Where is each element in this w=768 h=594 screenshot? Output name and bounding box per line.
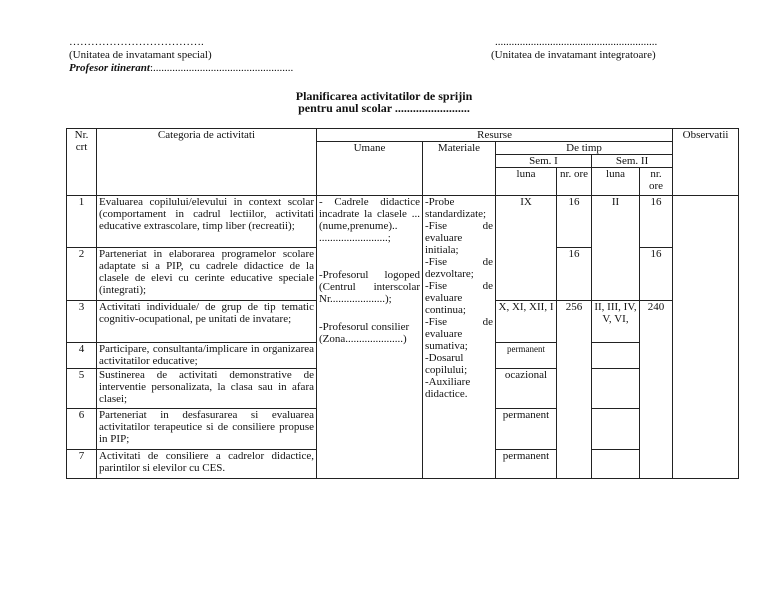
sem2-hours-total: 240 — [640, 301, 673, 479]
header-nr-ore-sem1: nr. ore — [557, 168, 592, 196]
sem1-month-row-4: permanent — [496, 343, 557, 369]
title-line-2: pentru anul scolar ......................... — [298, 101, 470, 115]
teacher-label: Profesor itinerant — [69, 62, 150, 74]
header-categoria: Categoria de activitati — [97, 129, 317, 196]
sem1-month-row-7: permanent — [496, 450, 557, 479]
material-item: -Dosarul copilului; — [425, 352, 468, 376]
row-number: 7 — [67, 450, 97, 479]
header-umane: Umane — [317, 142, 423, 196]
row-number: 2 — [67, 248, 97, 301]
sem1-hours-row-1: 16 — [557, 196, 592, 248]
document-title — [0, 90, 768, 114]
sem1-hours-row-2: 16 — [557, 248, 592, 301]
sem2-month-row-7 — [592, 450, 640, 479]
material-item: -Fise de evaluare initiala; — [425, 220, 493, 256]
table-row — [67, 196, 739, 248]
school-header-left — [69, 36, 293, 75]
header-de-timp: De timp — [496, 142, 673, 155]
title-line-1: Planificarea activitatilor de sprijin — [295, 89, 473, 103]
human-resources-cell — [317, 196, 423, 479]
material-item: -Fise de dezvoltare; — [425, 256, 493, 280]
human-resources-counselor: -Profesorul consilier — [319, 321, 410, 333]
human-resources-teachers: - Cadrele didactice incadrate la clasele ...(nume,prenume).. .........................; — [319, 196, 420, 244]
header-nr-ore-sem2: nr. ore — [640, 168, 673, 196]
sem1-hours-total: 256 — [557, 301, 592, 479]
human-resources-zone: (Zona.....................) — [319, 333, 407, 345]
material-item: -Fise de evaluare sumativa; — [425, 316, 493, 352]
row-number: 4 — [67, 343, 97, 369]
header-luna-sem2: luna — [592, 168, 640, 196]
sem1-month-row-3: X, XI, XII, I — [496, 301, 557, 343]
row-number: 5 — [67, 369, 97, 409]
activity-cell: Activitati individuale/ de grup de tip tematic cognitiv-ocupational, pe unitati de invatare; — [97, 301, 317, 343]
header-luna-sem1: luna — [496, 168, 557, 196]
sem2-month-row-3: II, III, IV, V, VI, — [592, 301, 640, 343]
sem1-month-rows-1-2: IX — [496, 196, 557, 301]
sem2-month-row-4 — [592, 343, 640, 369]
teacher-line — [69, 62, 293, 75]
integrating-unit-label: (Unitatea de invatamant integratoare) — [491, 49, 656, 61]
sem1-month-row-5: ocazional — [496, 369, 557, 409]
activity-cell: Evaluarea copilului/elevului in context scolar (comportament in cadrul lectiilor, activitati educative extrascolare, timp liber (recreatii); — [97, 196, 317, 248]
activity-cell: Participare, consultanta/implicare in organizarea activitatilor educative; — [97, 343, 317, 369]
row-number: 1 — [67, 196, 97, 248]
activity-cell: Activitati de consiliere a cadrelor didactice, parintilor si elevilor cu CES. — [97, 450, 317, 479]
sem1-month-row-6: permanent — [496, 409, 557, 450]
row-number: 3 — [67, 301, 97, 343]
header-resurse: Resurse — [317, 129, 673, 142]
material-item: -Auxiliare didactice. — [425, 376, 471, 400]
integrating-unit-dots: ........................................................... — [495, 36, 658, 48]
material-item: -Fise de evaluare continua; — [425, 280, 493, 316]
teacher-value: :................................................... — [149, 62, 294, 74]
sem2-hours-row-1: 16 — [640, 196, 673, 248]
sem2-hours-row-2: 16 — [640, 248, 673, 301]
school-header-right — [491, 36, 657, 62]
special-unit-label: (Unitatea de invatamant special) — [69, 49, 212, 61]
activity-cell: Parteneriat in elaborarea programelor scolare adaptate si a PIP, cu cadrele didactice de la clasele de elevi cu cerinte educative speciale (integrati); — [97, 248, 317, 301]
observations-cell — [673, 196, 739, 479]
header-nr-crt: Nr. crt — [67, 129, 97, 196]
human-resources-speech-therapist: -Profesorul logoped (Centrul interscolar Nr....................); — [319, 269, 420, 305]
header-sem-1: Sem. I — [496, 155, 592, 168]
material-resources-cell — [423, 196, 496, 479]
sem2-month-rows-1-2: II — [592, 196, 640, 301]
row-number: 6 — [67, 409, 97, 450]
header-observatii: Observatii — [673, 129, 739, 196]
material-item: -Probe standardizate; — [425, 196, 487, 220]
header-sem-2: Sem. II — [592, 155, 673, 168]
special-unit-dots: ………………………………. — [69, 36, 204, 48]
sem2-month-row-5 — [592, 369, 640, 409]
sem2-month-row-6 — [592, 409, 640, 450]
support-activities-table — [66, 128, 739, 479]
activity-cell: Parteneriat in desfasurarea si evaluarea activitatilor terapeutice si de consiliere propuse in PIP; — [97, 409, 317, 450]
header-materiale: Materiale — [423, 142, 496, 196]
activity-cell: Sustinerea de activitati demonstrative de interventie personalizata, la clasa sau in afara clasei; — [97, 369, 317, 409]
